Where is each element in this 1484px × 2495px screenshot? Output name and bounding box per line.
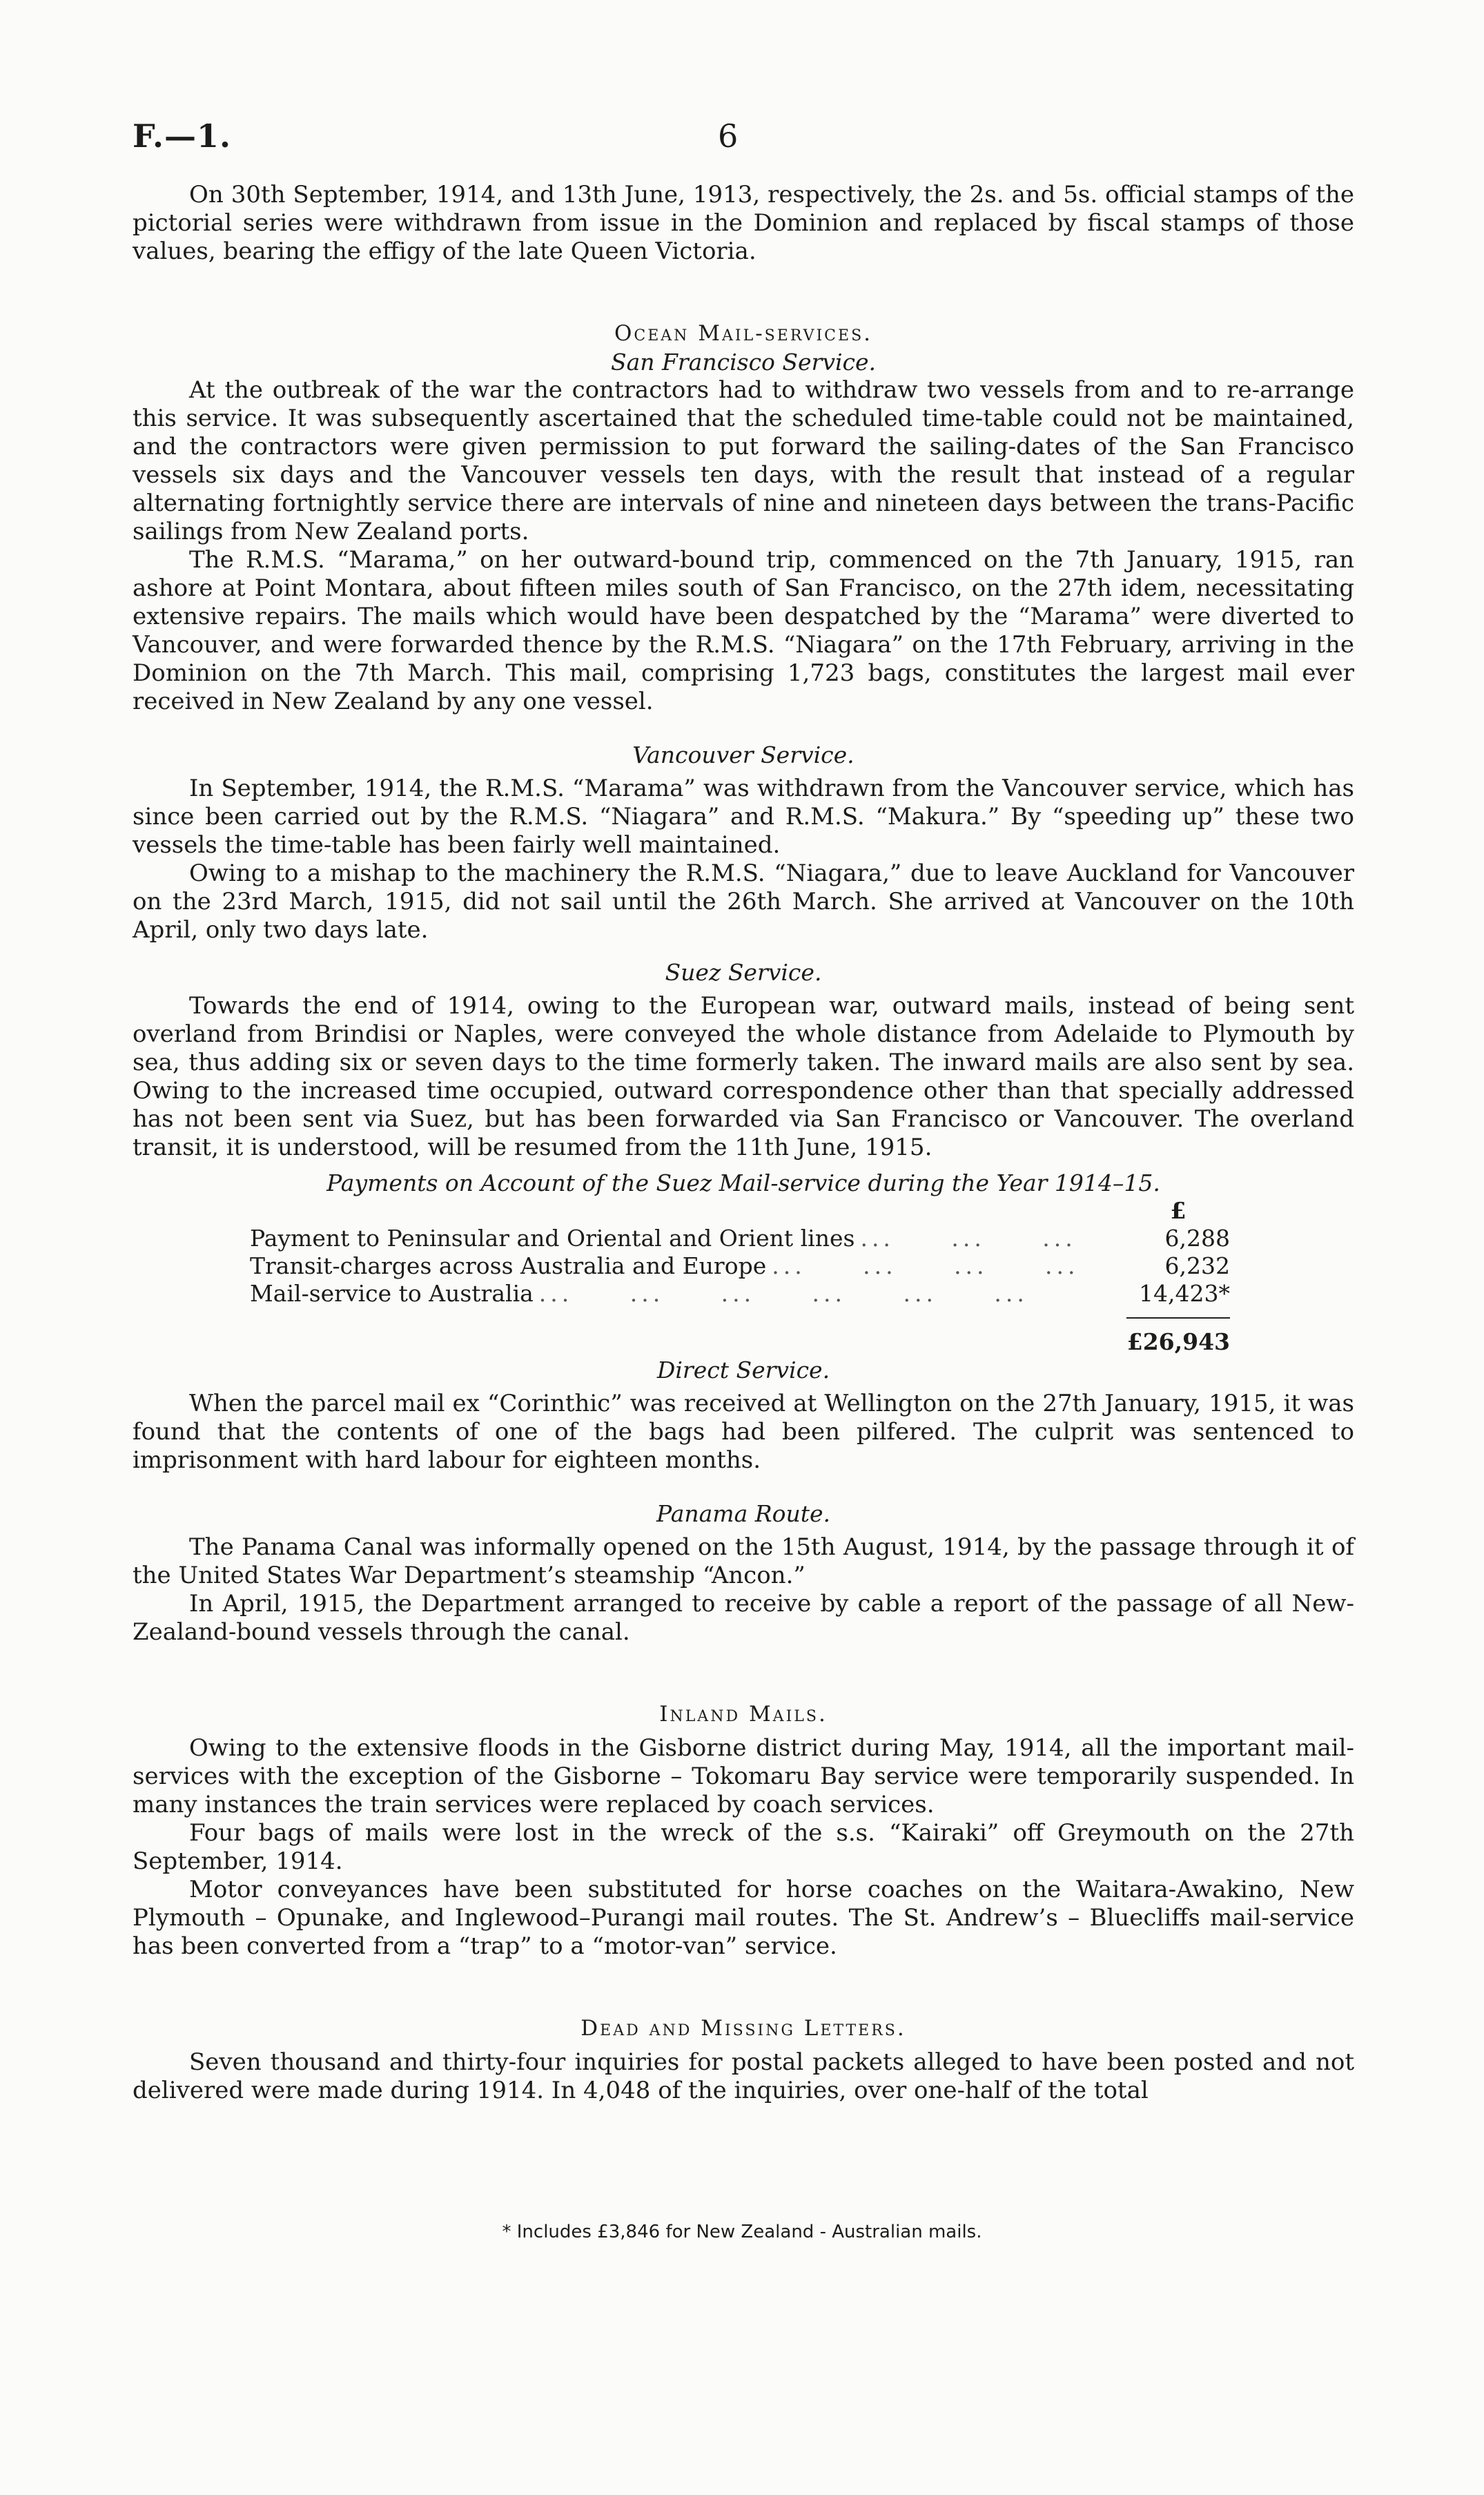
section-heading-ocean-mail: Ocean Mail-services. — [614, 321, 872, 346]
leader-dots: ... ... ... ... — [772, 1252, 1080, 1279]
payments-table — [250, 1197, 1230, 1356]
paragraph: Seven thousand and thirty-four inquiries for postal packets alleged to have been posted and not delivered were made during 1914. In 4,048 of the inquiries, over one-half of the total — [133, 2048, 1354, 2104]
leader-dots: ... ... ... — [860, 1225, 1077, 1252]
section-heading-inland-mails: Inland Mails. — [659, 1702, 828, 1727]
paragraph: In September, 1914, the R.M.S. “Marama” was withdrawn from the Vancouver service, which has since been carried out by the R.M.S. “Niagara” and R.M.S. “Makura.” By “speeding up” these two vessels the time-table has been fairly well maintained. — [133, 775, 1354, 859]
footnote: * Includes £3,846 for New Zealand - Australian mails. — [502, 2222, 982, 2242]
payment-amount: 14,423* — [1139, 1280, 1230, 1307]
table-row — [250, 1252, 1230, 1280]
table-row — [250, 1280, 1230, 1308]
subheading-vancouver: Vancouver Service. — [632, 741, 855, 768]
payment-label: Payment to Peninsular and Oriental and Orient lines — [250, 1225, 855, 1252]
payments-table-title: Payments on Account of the Suez Mail-service during the Year 1914–15. — [326, 1169, 1160, 1196]
paragraph: Towards the end of 1914, owing to the European war, outward mails, instead of being sent overland from Brindisi or Naples, were conveyed the whole distance from Adelaide to Plymouth by sea, thus adding six or seven days to the time formerly taken. The inward mails are also sent by sea. Owing to the increased time occupied, outward correspondence other than that specially addressed has not been sent via Suez, but has been forwarded via San Francisco or Vancouver. The overland transit, it is understood, will be resumed from the 11th June, 1915. — [133, 992, 1354, 1161]
paragraph: Motor conveyances have been substituted for horse coaches on the Waitara-Awakino, New Plymouth – Opunake, and Inglewood–Purangi mail routes. The St. Andrew’s – Bluecliffs mail-service has been converted from a “trap” to a “motor-van” service. — [133, 1876, 1354, 1960]
section-heading-dead-letters: Dead and Missing Letters. — [580, 2016, 906, 2041]
subheading-panama: Panama Route. — [656, 1500, 831, 1527]
document-body — [133, 181, 1354, 2105]
paragraph: In April, 1915, the Department arranged to receive by cable a report of the passage of all New-Zealand-bound vessels through the canal. — [133, 1590, 1354, 1646]
paragraph: The R.M.S. “Marama,” on her outward-bound trip, commenced on the 7th January, 1915, ran ashore at Point Montara, about fifteen miles south of San Francisco, on the 27th idem, necessitating extensive repairs. The mails which would have been despatched by the “Marama” were diverted to Vancouver, and were forwarded thence by the R.M.S. “Niagara” on the 17th February, arriving in the Dominion on the 7th March. This mail, comprising 1,723 bags, constitutes the largest mail ever received in New Zealand by any one vessel. — [133, 546, 1354, 715]
payments-total: £26,943 — [1126, 1317, 1230, 1356]
subheading-direct: Direct Service. — [656, 1357, 830, 1384]
paragraph: At the outbreak of the war the contractors had to withdraw two vessels from and to re-arrange this service. It was subsequently ascertained that the scheduled time-table could not be maintained, and the contractors were given permission to put forward the sailing-dates of the San Francisco vessels six days and the Vancouver vessels ten days, with the result that instead of a regular alternating fortnightly service there are intervals of nine and nineteen days between the trans-Pacific sailings from New Zealand ports. — [133, 376, 1354, 545]
page-number: 6 — [718, 117, 739, 155]
paragraph: Owing to a mishap to the machinery the R.M.S. “Niagara,” due to leave Auckland for Vancouver on the 23rd March, 1915, did not sail until the 26th March. She arrived at Vancouver on the 10th April, only two days late. — [133, 860, 1354, 944]
paragraph: When the parcel mail ex “Corinthic” was received at Wellington on the 27th January, 1915, it was found that the contents of one of the bags had been pilfered. The culprit was sentenced to imprisonment with hard labour for eighteen months. — [133, 1390, 1354, 1474]
payment-label: Mail-service to Australia — [250, 1280, 534, 1307]
table-row — [250, 1225, 1230, 1252]
subheading-suez: Suez Service. — [665, 959, 822, 986]
payment-label: Transit-charges across Australia and Europe — [250, 1252, 767, 1279]
paragraph: The Panama Canal was informally opened on the 15th August, 1914, by the passage through it of the United States War Department’s steamship “Ancon.” — [133, 1533, 1354, 1589]
payment-amount: 6,288 — [1164, 1225, 1230, 1252]
report-reference: F.—1. — [133, 117, 232, 155]
leader-dots: ... ... ... ... ... ... — [538, 1280, 1028, 1307]
paragraph: Four bags of mails were lost in the wreck of the s.s. “Kairaki” off Greymouth on the 27th September, 1914. — [133, 1819, 1354, 1875]
subheading-san-francisco: San Francisco Service. — [610, 349, 877, 376]
intro-paragraph: On 30th September, 1914, and 13th June, 1913, respectively, the 2s. and 5s. official stamps of the pictorial series were withdrawn from issue in the Dominion and replaced by fiscal stamps of those values, bearing the effigy of the late Queen Victoria. — [133, 181, 1354, 265]
payment-amount: 6,232 — [1164, 1252, 1230, 1279]
currency-unit-label: £ — [1170, 1197, 1187, 1224]
paragraph: Owing to the extensive floods in the Gisborne district during May, 1914, all the important mail-services with the exception of the Gisborne – Tokomaru Bay service were temporarily suspended. In many instances the train services were replaced by coach services. — [133, 1734, 1354, 1818]
